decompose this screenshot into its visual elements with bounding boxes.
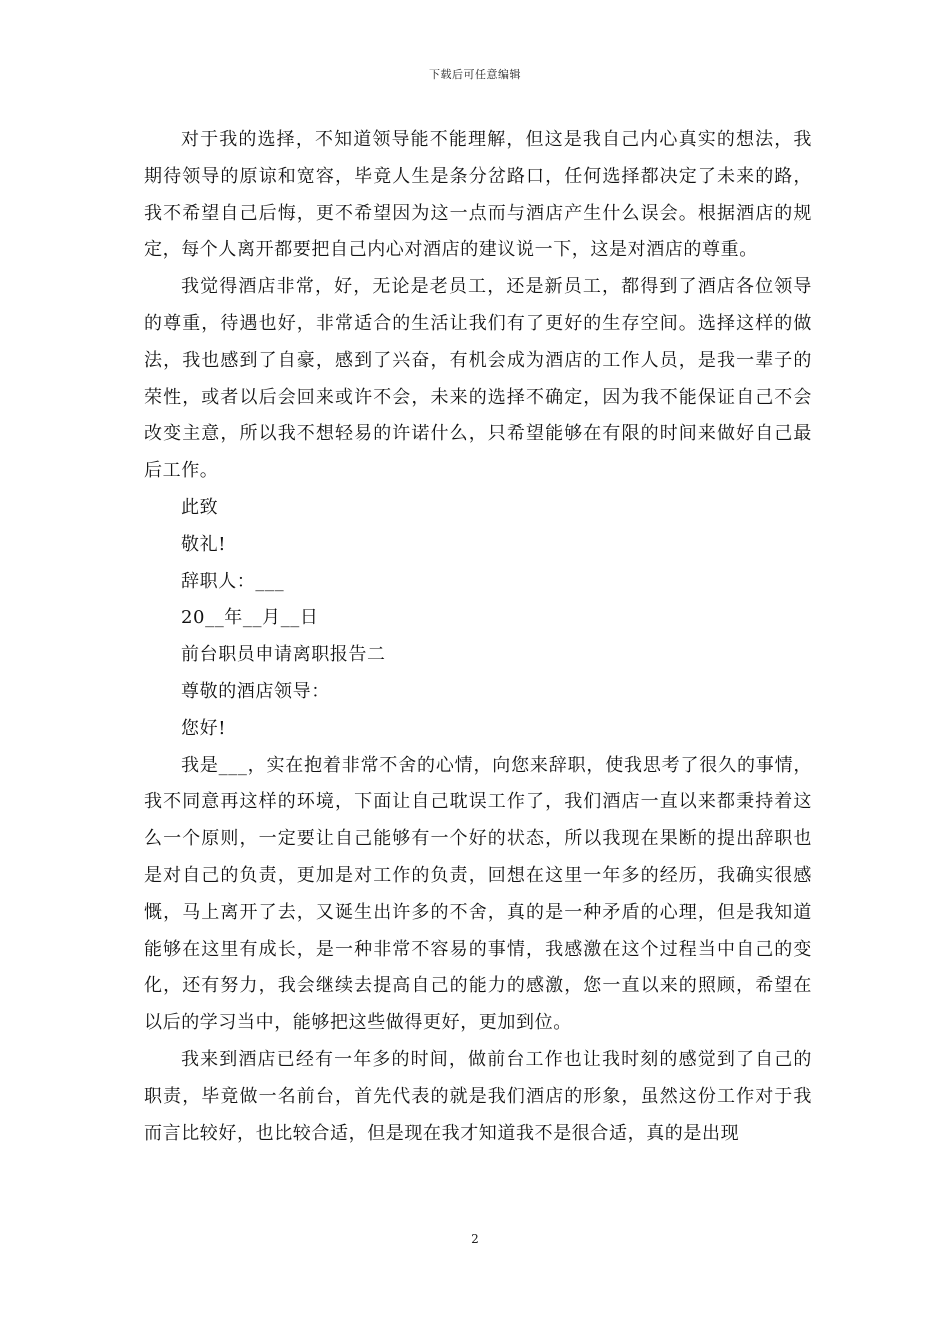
page-number: 2 [471, 1232, 479, 1246]
paragraph-3: 我是___，实在抱着非常不舍的心情，向您来辞职，使我思考了很久的事情，我不同意再这样的环境，下面让自己耽误工作了，我们酒店一直以来都秉持着这么一个原则，一定要让自己能够有一个好的状态，所以我现在果断的提出辞职也是对自己的负责，更加是对工作的负责，回想在这里一年多的经历，我确实很感慨，马上离开了去，又诞生出许多的不舍，真的是一种矛盾的心理，但是我知道能够在这里有成长，是一种非常不容易的事情，我感激在这个过程当中自己的变化，还有努力，我会继续去提高自己的能力的感激，您一直以来的照顾，希望在以后的学习当中，能够把这些做得更好，更加到位。 [144, 754, 812, 1034]
closing-line-1: 此致 [181, 496, 219, 518]
paragraph-1: 对于我的选择，不知道领导能不能理解，但这是我自己内心真实的想法，我期待领导的原谅和宽容，毕竟人生是条分岔路口，任何选择都决定了未来的路，我不希望自己后悔，更不希望因为这一点而与酒店产生什么误会。根据酒店的规定，每个人离开都要把自己内心对酒店的建议说一下，这是对酒店的尊重。 [144, 129, 812, 261]
paragraph-4: 我来到酒店已经有一年多的时间，做前台工作也让我时刻的感觉到了自己的职责，毕竟做一名前台，首先代表的就是我们酒店的形象，虽然这份工作对于我而言比较好，也比较合适，但是现在我才知道我不是很合适，真的是出现 [144, 1048, 812, 1144]
page-header: 下载后可任意编辑 [429, 68, 521, 81]
signer-line: 辞职人：___ [181, 570, 285, 592]
greeting: 您好! [181, 717, 227, 739]
closing-line-2: 敬礼! [181, 533, 227, 555]
paragraph-2: 我觉得酒店非常，好，无论是老员工，还是新员工，都得到了酒店各位领导的尊重，待遇也好，非常适合的生活让我们有了更好的生存空间。选择这样的做法，我也感到了自豪，感到了兴奋，有机会成为酒店的工作人员，是我一辈子的荣性，或者以后会回来或许不会，未来的选择不确定，因为我不能保证自己不会改变主意，所以我不想轻易的许诺什么，只希望能够在有限的时间来做好自己最后工作。 [144, 276, 812, 482]
document-body [144, 122, 812, 1152]
salutation: 尊敬的酒店领导： [181, 680, 330, 702]
section-title: 前台职员申请离职报告二 [181, 644, 386, 666]
date-line: 20__年__月__日 [181, 607, 319, 629]
